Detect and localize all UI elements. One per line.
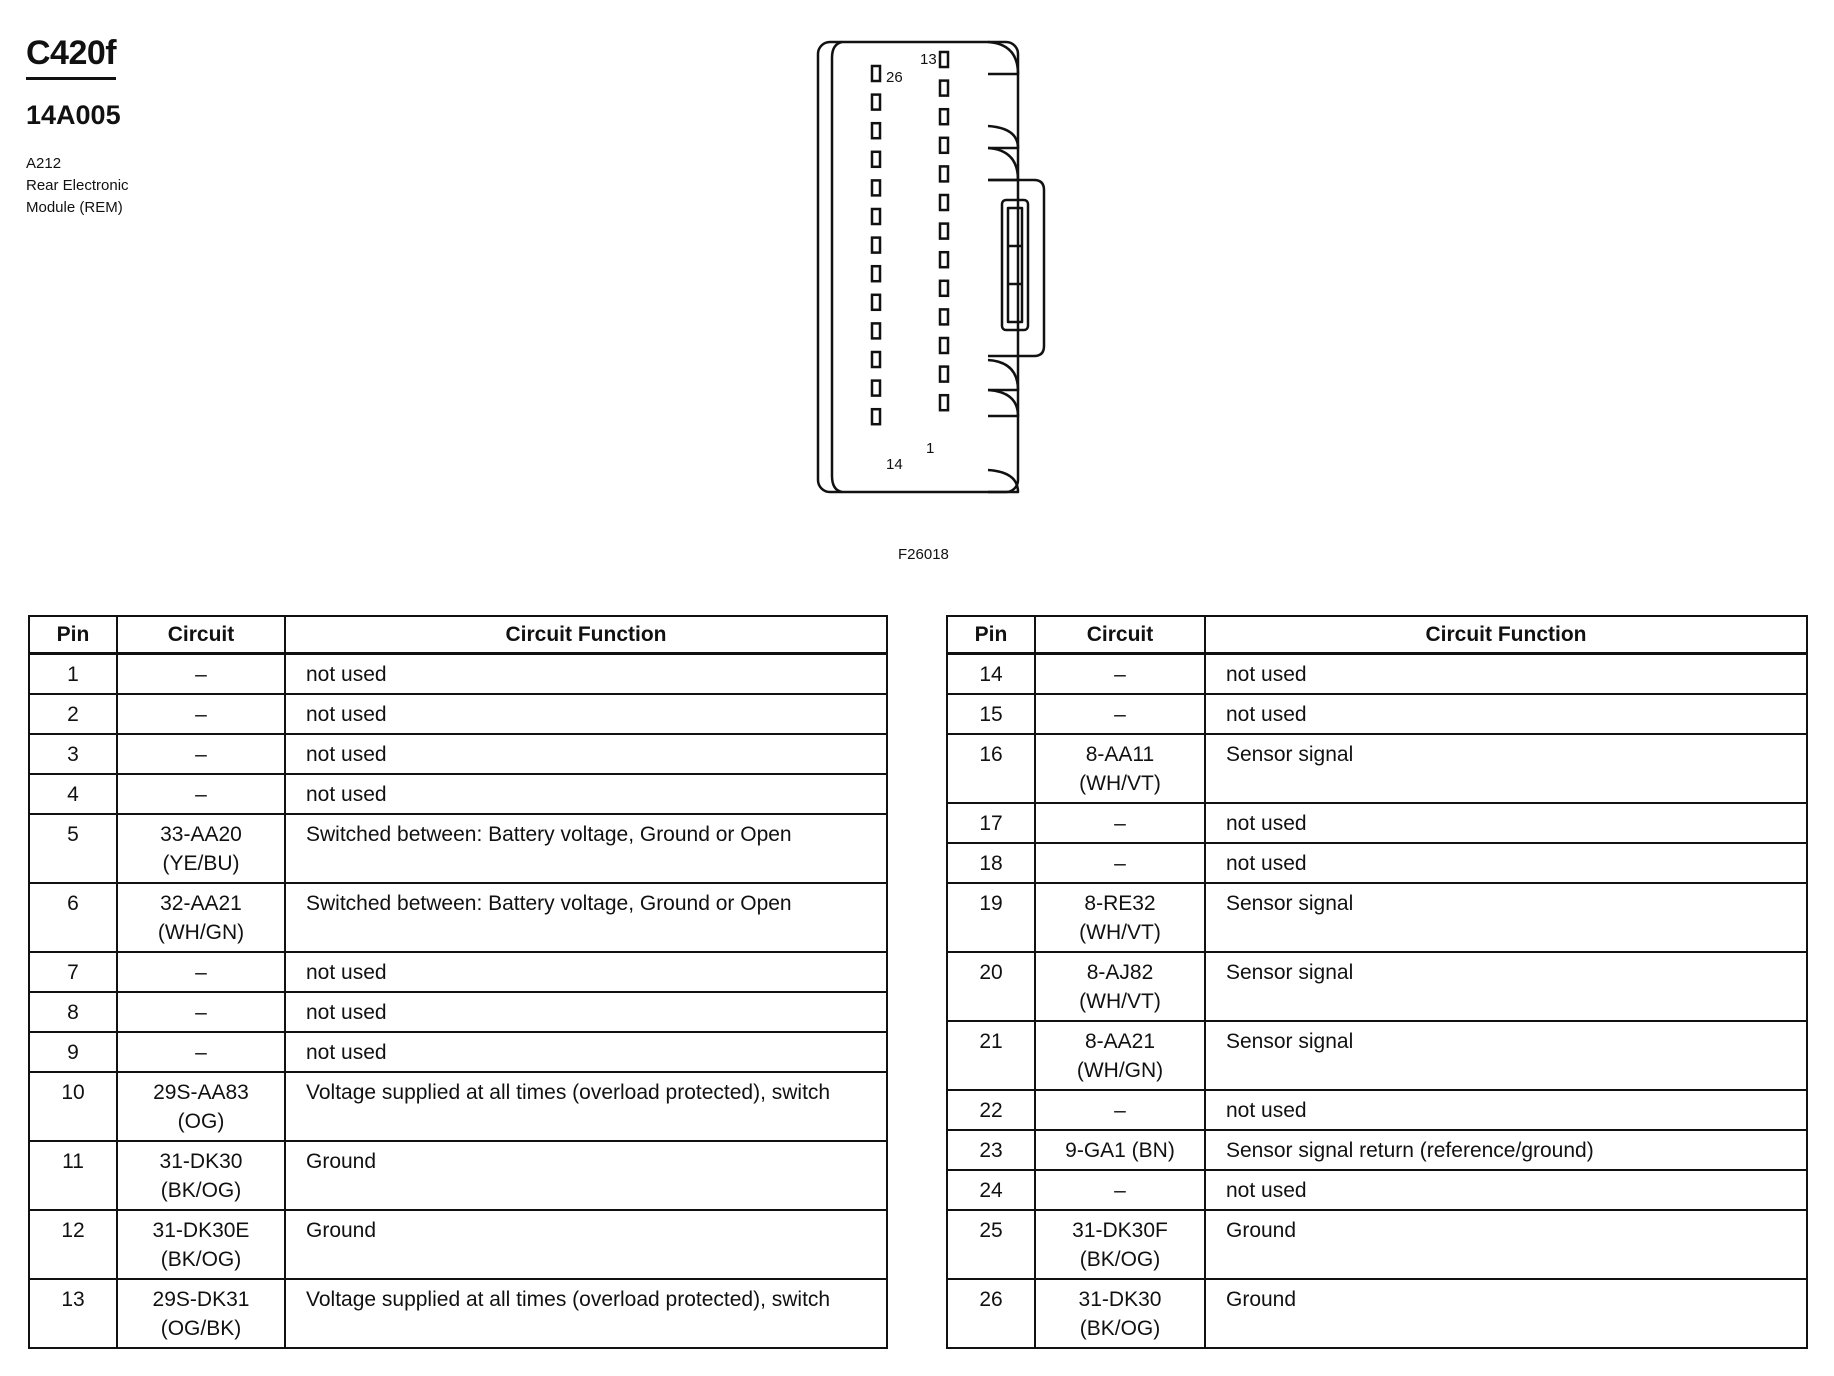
pin-cavity bbox=[940, 166, 948, 181]
circuit-wire-color: (WH/VT) bbox=[1079, 772, 1161, 795]
circuit-id: – bbox=[1114, 1179, 1126, 1202]
pin-number: 21 bbox=[947, 1021, 1035, 1090]
table-row bbox=[947, 1279, 1807, 1348]
pin-number: 22 bbox=[947, 1090, 1035, 1130]
pin-number: 12 bbox=[29, 1210, 117, 1279]
circuit-id: – bbox=[1114, 852, 1126, 875]
circuit-function: not used bbox=[285, 694, 887, 734]
connector-face-diagram bbox=[810, 30, 1070, 510]
pin-number: 16 bbox=[947, 734, 1035, 803]
circuit-function: not used bbox=[285, 952, 887, 992]
circuit-id: 8-RE32 bbox=[1084, 892, 1156, 915]
pin-number: 18 bbox=[947, 843, 1035, 883]
circuit-function: Voltage supplied at all times (overload protected), switch bbox=[285, 1072, 887, 1141]
table-row bbox=[947, 803, 1807, 843]
table-row bbox=[29, 1210, 887, 1279]
pin-number: 15 bbox=[947, 694, 1035, 734]
circuit-cell bbox=[117, 774, 285, 814]
pin-cavity bbox=[940, 224, 948, 239]
circuit-cell bbox=[117, 1279, 285, 1348]
pin-number: 23 bbox=[947, 1130, 1035, 1170]
circuit-cell bbox=[1035, 952, 1205, 1021]
circuit-id: 8-AJ82 bbox=[1086, 961, 1154, 984]
table-row bbox=[947, 1021, 1807, 1090]
pin-cavity bbox=[940, 367, 948, 382]
table-row bbox=[29, 1072, 887, 1141]
pin-number: 26 bbox=[947, 1279, 1035, 1348]
circuit-id: – bbox=[195, 783, 207, 806]
pin-number: 5 bbox=[29, 814, 117, 883]
pin-cavity bbox=[872, 323, 880, 338]
circuit-cell bbox=[1035, 1021, 1205, 1090]
circuit-id: 29S-AA83 bbox=[153, 1081, 249, 1104]
circuit-function: not used bbox=[285, 1032, 887, 1072]
circuit-function: not used bbox=[1205, 843, 1807, 883]
table-row bbox=[29, 1279, 887, 1348]
pin-cavity bbox=[872, 381, 880, 396]
pin-number: 10 bbox=[29, 1072, 117, 1141]
circuit-id: 8-AA11 bbox=[1085, 743, 1155, 766]
table-row bbox=[29, 734, 887, 774]
circuit-id: – bbox=[195, 703, 207, 726]
circuit-id: – bbox=[195, 961, 207, 984]
circuit-id: 32-AA21 bbox=[160, 892, 242, 915]
table-row bbox=[29, 694, 887, 734]
circuit-cell bbox=[1035, 883, 1205, 952]
connector-locking-tab bbox=[988, 180, 1044, 356]
table-row bbox=[29, 654, 887, 695]
header-circuit-function: Circuit Function bbox=[285, 616, 887, 654]
pin-cavity bbox=[940, 338, 948, 353]
pin-number: 14 bbox=[947, 654, 1035, 695]
pin-label-13: 13 bbox=[920, 51, 937, 68]
circuit-cell bbox=[1035, 843, 1205, 883]
pin-number: 19 bbox=[947, 883, 1035, 952]
circuit-wire-color: (WH/GN) bbox=[157, 921, 245, 944]
pin-cavity bbox=[872, 266, 880, 281]
table-row bbox=[29, 814, 887, 883]
pin-cavity bbox=[872, 209, 880, 224]
pin-number: 2 bbox=[29, 694, 117, 734]
circuit-function: not used bbox=[1205, 694, 1807, 734]
circuit-function: not used bbox=[1205, 803, 1807, 843]
pin-number: 11 bbox=[29, 1141, 117, 1210]
pin-cavity bbox=[940, 281, 948, 296]
circuit-cell bbox=[117, 734, 285, 774]
pin-table-right bbox=[946, 615, 1808, 1349]
circuit-function: Sensor signal bbox=[1205, 1021, 1807, 1090]
pin-label-1: 1 bbox=[926, 440, 935, 457]
circuit-id: – bbox=[195, 1041, 207, 1064]
pin-cavity bbox=[940, 252, 948, 267]
table-row bbox=[29, 1032, 887, 1072]
header-block bbox=[26, 34, 129, 219]
pin-cavity bbox=[940, 138, 948, 153]
circuit-id: 31-DK30 bbox=[1078, 1288, 1162, 1311]
pin-label-14: 14 bbox=[886, 456, 903, 473]
circuit-cell bbox=[1035, 1090, 1205, 1130]
circuit-function: Sensor signal return (reference/ground) bbox=[1205, 1130, 1807, 1170]
circuit-wire-color: (WH/VT) bbox=[1079, 990, 1161, 1013]
circuit-cell bbox=[117, 694, 285, 734]
table-row bbox=[947, 1090, 1807, 1130]
circuit-function: Ground bbox=[1205, 1210, 1807, 1279]
module-name-line-1: Rear Electronic bbox=[26, 177, 129, 194]
header-pin: Pin bbox=[29, 616, 117, 654]
table-row bbox=[29, 774, 887, 814]
connector-inner-wall bbox=[832, 42, 842, 492]
circuit-cell bbox=[1035, 1130, 1205, 1170]
circuit-cell bbox=[1035, 694, 1205, 734]
pin-label-26: 26 bbox=[886, 69, 903, 86]
pin-cavity bbox=[872, 180, 880, 195]
table-row bbox=[29, 952, 887, 992]
circuit-function: not used bbox=[285, 654, 887, 695]
table-row bbox=[947, 843, 1807, 883]
circuit-wire-color: (BK/OG) bbox=[160, 1179, 242, 1202]
circuit-id: 31-DK30F bbox=[1072, 1219, 1168, 1242]
circuit-function: Sensor signal bbox=[1205, 734, 1807, 803]
circuit-id: – bbox=[1114, 703, 1126, 726]
circuit-cell bbox=[117, 1141, 285, 1210]
table-row bbox=[947, 694, 1807, 734]
circuit-cell bbox=[1035, 734, 1205, 803]
circuit-wire-color: (YE/BU) bbox=[162, 852, 240, 875]
pin-cavity bbox=[872, 95, 880, 110]
circuit-function: not used bbox=[1205, 1090, 1807, 1130]
table-header-row bbox=[29, 616, 887, 654]
table-row bbox=[947, 734, 1807, 803]
circuit-id: 29S-DK31 bbox=[152, 1288, 250, 1311]
circuit-function: Ground bbox=[285, 1210, 887, 1279]
pin-cavity bbox=[940, 109, 948, 124]
circuit-function: not used bbox=[285, 734, 887, 774]
pin-number: 1 bbox=[29, 654, 117, 695]
circuit-function: not used bbox=[285, 992, 887, 1032]
circuit-id: 8-AA21 bbox=[1084, 1030, 1156, 1053]
header-circuit: Circuit bbox=[117, 616, 285, 654]
pin-table-left bbox=[28, 615, 888, 1349]
module-code: A212 bbox=[26, 155, 62, 172]
pin-number: 4 bbox=[29, 774, 117, 814]
circuit-cell bbox=[117, 1210, 285, 1279]
circuit-cell bbox=[117, 992, 285, 1032]
circuit-cell bbox=[1035, 654, 1205, 695]
circuit-function: not used bbox=[285, 774, 887, 814]
pin-number: 6 bbox=[29, 883, 117, 952]
circuit-cell bbox=[1035, 803, 1205, 843]
pin-cavity bbox=[940, 195, 948, 210]
circuit-cell bbox=[1035, 1170, 1205, 1210]
circuit-cell bbox=[117, 1072, 285, 1141]
connector-outer-housing bbox=[818, 42, 1018, 492]
circuit-id: – bbox=[195, 663, 207, 686]
circuit-wire-color: (WH/VT) bbox=[1079, 921, 1161, 944]
table-row bbox=[947, 883, 1807, 952]
part-number: 14A005 bbox=[26, 100, 121, 130]
pin-number: 20 bbox=[947, 952, 1035, 1021]
header-pin: Pin bbox=[947, 616, 1035, 654]
pin-cavity bbox=[872, 295, 880, 310]
circuit-cell bbox=[117, 654, 285, 695]
circuit-wire-color: (BK/OG) bbox=[1079, 1248, 1161, 1271]
circuit-function: Sensor signal bbox=[1205, 952, 1807, 1021]
circuit-id: – bbox=[1114, 663, 1126, 686]
circuit-function: not used bbox=[1205, 654, 1807, 695]
circuit-cell bbox=[117, 883, 285, 952]
circuit-function: not used bbox=[1205, 1170, 1807, 1210]
pin-cavity bbox=[940, 395, 948, 410]
circuit-function: Ground bbox=[1205, 1279, 1807, 1348]
circuit-cell bbox=[117, 814, 285, 883]
pin-cavity bbox=[872, 152, 880, 167]
pin-cavity bbox=[940, 81, 948, 96]
pin-cavity bbox=[872, 352, 880, 367]
circuit-cell bbox=[1035, 1210, 1205, 1279]
table-row bbox=[947, 952, 1807, 1021]
table-row bbox=[947, 1170, 1807, 1210]
circuit-id: – bbox=[1114, 812, 1126, 835]
pin-cavity bbox=[940, 52, 948, 67]
circuit-wire-color: (BK/OG) bbox=[1079, 1317, 1161, 1340]
table-row bbox=[947, 1210, 1807, 1279]
header-circuit-function: Circuit Function bbox=[1205, 616, 1807, 654]
pin-number: 13 bbox=[29, 1279, 117, 1348]
table-row bbox=[947, 1130, 1807, 1170]
circuit-id: – bbox=[1114, 1099, 1126, 1122]
circuit-id: – bbox=[195, 1001, 207, 1024]
pin-number: 3 bbox=[29, 734, 117, 774]
pin-cavities bbox=[872, 52, 948, 424]
circuit-cell bbox=[117, 952, 285, 992]
table-row bbox=[29, 992, 887, 1032]
pin-cavity bbox=[872, 409, 880, 424]
pin-number: 17 bbox=[947, 803, 1035, 843]
pin-number: 9 bbox=[29, 1032, 117, 1072]
circuit-cell bbox=[117, 1032, 285, 1072]
module-name-line-2: Module (REM) bbox=[26, 199, 123, 216]
pin-number: 7 bbox=[29, 952, 117, 992]
circuit-id: 33-AA20 bbox=[160, 823, 242, 846]
pin-cavity bbox=[872, 66, 880, 81]
pin-cavity bbox=[940, 309, 948, 324]
circuit-function: Switched between: Battery voltage, Ground or Open bbox=[285, 883, 887, 952]
table-row bbox=[947, 654, 1807, 695]
header-circuit: Circuit bbox=[1035, 616, 1205, 654]
pin-cavity bbox=[872, 123, 880, 138]
circuit-function: Ground bbox=[285, 1141, 887, 1210]
circuit-wire-color: (OG) bbox=[177, 1110, 225, 1133]
circuit-id: 9-GA1 (BN) bbox=[1065, 1139, 1175, 1162]
circuit-id: 31-DK30 bbox=[159, 1150, 243, 1173]
circuit-id: – bbox=[195, 743, 207, 766]
circuit-function: Voltage supplied at all times (overload protected), switch bbox=[285, 1279, 887, 1348]
circuit-function: Sensor signal bbox=[1205, 883, 1807, 952]
circuit-function: Switched between: Battery voltage, Ground or Open bbox=[285, 814, 887, 883]
table-header-row bbox=[947, 616, 1807, 654]
circuit-wire-color: (WH/GN) bbox=[1076, 1059, 1164, 1082]
pin-number: 25 bbox=[947, 1210, 1035, 1279]
circuit-wire-color: (OG/BK) bbox=[160, 1317, 242, 1340]
pin-number: 8 bbox=[29, 992, 117, 1032]
table-row bbox=[29, 883, 887, 952]
connector-id: C420f bbox=[26, 34, 116, 80]
circuit-wire-color: (BK/OG) bbox=[160, 1248, 242, 1271]
pin-number: 24 bbox=[947, 1170, 1035, 1210]
circuit-id: 31-DK30E bbox=[152, 1219, 250, 1242]
circuit-cell bbox=[1035, 1279, 1205, 1348]
table-row bbox=[29, 1141, 887, 1210]
pin-cavity bbox=[872, 238, 880, 253]
figure-id: F26018 bbox=[898, 546, 949, 563]
